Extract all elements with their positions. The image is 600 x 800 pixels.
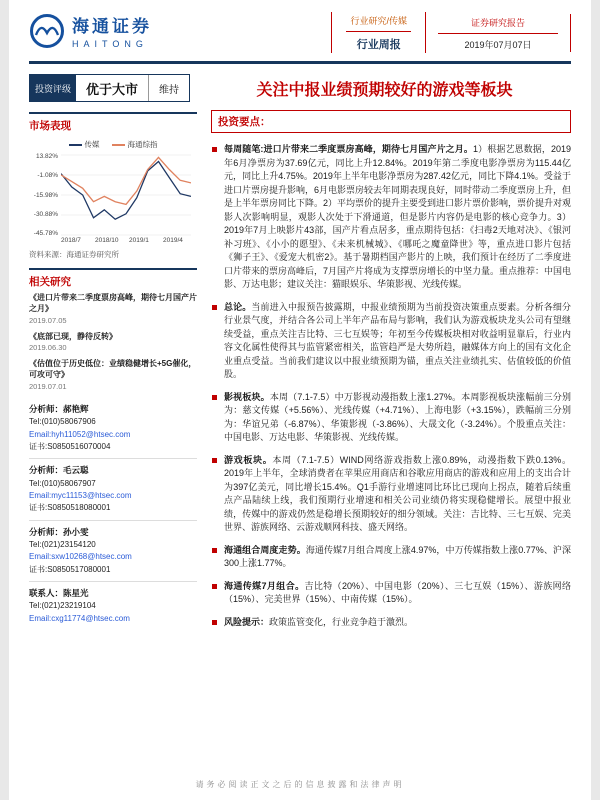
report-header (29, 12, 571, 53)
analyst-email-link[interactable]: Email:myc11153@htsec.com (29, 490, 132, 500)
analyst-block (29, 398, 197, 459)
market-chart (29, 153, 197, 237)
analyst-tel: Tel:(021)23154120 (29, 539, 96, 549)
contact-email-link[interactable]: Email:cxg11774@htsec.com (29, 613, 130, 623)
article-date: 2019.07.01 (29, 381, 67, 391)
chart-legend (29, 139, 197, 150)
rating-status: 维持 (148, 75, 189, 101)
analyst-name: 分析师：孙小雯 (29, 526, 89, 537)
legend-label-index: 海通综指 (127, 140, 158, 149)
article-date: 2019.07.05 (29, 315, 67, 325)
content-columns (29, 110, 571, 638)
y-tick: -15.98% (33, 191, 58, 199)
sidebar (29, 110, 197, 638)
related-articles (29, 293, 197, 391)
legend-label-media: 传媒 (84, 140, 100, 149)
analyst-email-link[interactable]: Email:sxw10268@htsec.com (29, 552, 132, 562)
key-points-header: 投资要点： (211, 110, 571, 133)
analyst-name: 分析师：毛云聪 (29, 465, 89, 476)
x-tick: 2018/7 (61, 237, 81, 244)
analyst-list (29, 398, 197, 630)
bullet-portfolio-july (211, 580, 571, 607)
chart-y-axis (29, 153, 61, 237)
bullet-lead: 海通组合周度走势。 (224, 544, 306, 555)
bullet-marker-icon (212, 584, 217, 589)
x-tick: 2018/10 (95, 237, 119, 244)
bullet-text: 吉比特（20%）、中国电影（20%）、三七互娱（15%）、游族网络（15%）、完美世界（15%）、中南传媒（15%）。 (224, 580, 571, 604)
analyst-cert: 证书:S0850518080001 (29, 503, 111, 513)
title-row (29, 74, 571, 102)
analyst-tel: Tel:(010)58067906 (29, 417, 96, 427)
bullet-text: 本周（7.1-7.5）WIND网络游戏指数上涨0.89%，动漫指数下跌0.13%。2019年上半年，全球消费者在苹果应用商店和谷歌应用商店的游戏和应用上的支出合计为397亿美元，同比增长15.4%。Q1手游行业增速同比环比已现向上拐点，随着后续重点产品陆续上线，我们预期行业增速和相关公司业绩仍将实现稳健增长。展望中报业绩，传媒中的游戏仍然是稳增长预期较好的细分领域。关注：吉比特、三七互娱、完美世界、游族网络、云游戏顺网科技、盛天网络。 (224, 454, 571, 532)
bullet-risk (211, 616, 571, 630)
haitong-logo-icon (29, 13, 65, 49)
key-points-list (211, 143, 571, 629)
x-tick: 2019/4 (163, 237, 183, 244)
article-link[interactable]: 《进口片带来二季度票房高峰，期待七月国产片之月》 (29, 293, 197, 313)
report-category: 行业研究/传媒 (346, 13, 411, 32)
bullet-lead: 每周随笔:进口片带来二季度票房高峰，期待七月国产片之月。 (224, 144, 474, 154)
bullet-marker-icon (212, 458, 217, 463)
article-item (29, 293, 197, 325)
bullet-marker-icon (212, 395, 217, 400)
bullet-film-sector (211, 391, 571, 445)
bullet-portfolio-weekly (211, 544, 571, 571)
bullet-marker-icon (212, 305, 217, 310)
contact-name: 联系人：陈星光 (29, 588, 89, 599)
bullet-overview (211, 301, 571, 382)
contact-block (29, 582, 197, 630)
article-link[interactable]: 《底部已现，静待反转》 (29, 331, 117, 341)
bullet-weekly-note (211, 143, 571, 292)
chart-x-axis (61, 237, 197, 244)
analyst-cert: 证书:S0850516070004 (29, 441, 111, 451)
related-research-heading: 相关研究 (29, 268, 197, 293)
market-chart-svg (61, 153, 191, 237)
header-category-block (331, 12, 426, 53)
report-type: 行业周报 (356, 39, 401, 51)
article-item (29, 332, 197, 353)
contact-tel: Tel:(021)23219104 (29, 601, 96, 611)
analyst-cert: 证书:S0850517080001 (29, 564, 111, 574)
x-tick: 2019/1 (129, 237, 149, 244)
legend-swatch-media (69, 144, 82, 146)
bullet-text: 1）根据艺恩数据，2019年6月净票房为37.69亿元，同比上升12.84%。2019年第二季度电影净票房为115.44亿元，同比上升4.75%。2019年上半年电影净票房为287.42亿元，同比下降4.1%。受益于进口片票房提升影响，6月电影票房较去年同期表现良好，同时带动二季度票房上升，但是上半年票房同比下降。2）平均票价的提升主要受到进口影片票价影响，票价提升对观影人次影响明显，观影人次处于下滑通道，但是影片内容仍是电影的核心竞争力。3）2019年7月上映影片43部，国产片看点居多，重点期待包括：《扫毒2天地对决》、《银河补习班》、《小小的愿望》、《未来机械城》、《哪吒之魔童降世》等，重点进口影片包括《狮子王》、《爱宠大机密2》。基于暑期档国产影片的上映，我们预计在经历了二季度进口片带来的票房高峰后，7月国产片将成为支撑票房增长的中坚力量。重点推荐：中国电影、万达电影；建议关注：猫眼娱乐、华策影视、光线传媒。 (224, 144, 572, 289)
bullet-lead: 总论。 (224, 301, 252, 312)
legend-item-media (69, 139, 100, 150)
y-tick: 13.82% (35, 153, 58, 160)
article-date: 2019.06.30 (29, 343, 67, 353)
market-performance-heading: 市场表现 (29, 112, 197, 137)
bullet-text: 当前进入中报预告披露期，中报业绩预期为当前投资决策重点要素。分析各细分行业景气度，并结合各公司上半年产品布局与影响，我们认为游戏板块龙头公司有望继续受益，重点关注吉比特、三七互娱等；年初至今传媒板块相对收益明显靠后，行业内容文化属性使得其与监管紧密相关，监管趋严是大势所趋，融媒体方向上的国有文化企业重点受益。当前我们建议以中报业绩预期为锚，重点关注业绩扎实、估值较低的价值股。 (224, 301, 571, 379)
rating-box (29, 74, 190, 102)
bullet-text: 海通传媒7月组合周度上涨4.97%，中万传媒指数上涨0.77%、沪深300上涨1.77%。 (224, 544, 571, 568)
analyst-block (29, 459, 197, 520)
y-tick: -1.08% (37, 172, 58, 180)
analyst-name: 分析师：郝艳辉 (29, 403, 89, 414)
analyst-tel: Tel:(010)58067907 (29, 478, 96, 488)
doc-type-label: 证券研究报告 (438, 15, 558, 34)
rating-label: 投资评级 (30, 75, 76, 101)
bullet-text: 本周（7.1-7.5）中万影视动漫指数上涨1.27%。本周影视板块涨幅前三分别为：慈文传媒（+5.56%）、光线传媒（+4.71%）、上海电影（+3.15%），跌幅前三分别为：华谊兄弟（-6.87%）、华策影视（-3.86%）、大晟文化（-3.24%）。个股重点关注：中国电影、万达电影、华策影视、光线传媒。 (224, 391, 571, 442)
brand-name-cn: 海通证券 (72, 17, 152, 36)
y-tick: -30.88% (33, 210, 58, 218)
article-item (29, 359, 197, 391)
main-content (211, 110, 571, 638)
bullet-lead: 游戏板块。 (224, 454, 273, 465)
analyst-block (29, 521, 197, 582)
brand-name-en: HAITONG (72, 39, 148, 49)
header-doc-block (426, 14, 571, 52)
bullet-marker-icon (212, 620, 217, 625)
disclaimer: 请务必阅读正文之后的信息披露和法律声明 (195, 780, 405, 789)
bullet-game-sector (211, 454, 571, 535)
rating-value: 优于大市 (86, 81, 139, 97)
analyst-email-link[interactable]: Email:hyh11052@htsec.com (29, 429, 131, 439)
y-tick: -45.78% (33, 230, 58, 237)
bullet-lead: 风险提示： (224, 616, 270, 627)
header-divider (29, 61, 571, 64)
brand (29, 12, 152, 49)
bullet-marker-icon (212, 147, 217, 152)
legend-item-index (112, 139, 158, 150)
bullet-marker-icon (212, 548, 217, 553)
chart-source: 资料来源：海通证券研究所 (29, 250, 119, 259)
report-date: 2019年07月07日 (464, 39, 532, 50)
bullet-text: 政策监管变化，行业竞争趋于激烈。 (269, 616, 414, 627)
report-title: 关注中报业绩预期较好的游戏等板块 (256, 81, 513, 99)
report-page (9, 0, 591, 800)
article-link[interactable]: 《估值位于历史低位：业绩稳健增长+5G催化，可攻可守》 (29, 359, 197, 380)
bullet-lead: 海通传媒7月组合。 (224, 580, 305, 591)
bullet-lead: 影视板块。 (224, 391, 270, 402)
legend-swatch-index (112, 144, 125, 146)
